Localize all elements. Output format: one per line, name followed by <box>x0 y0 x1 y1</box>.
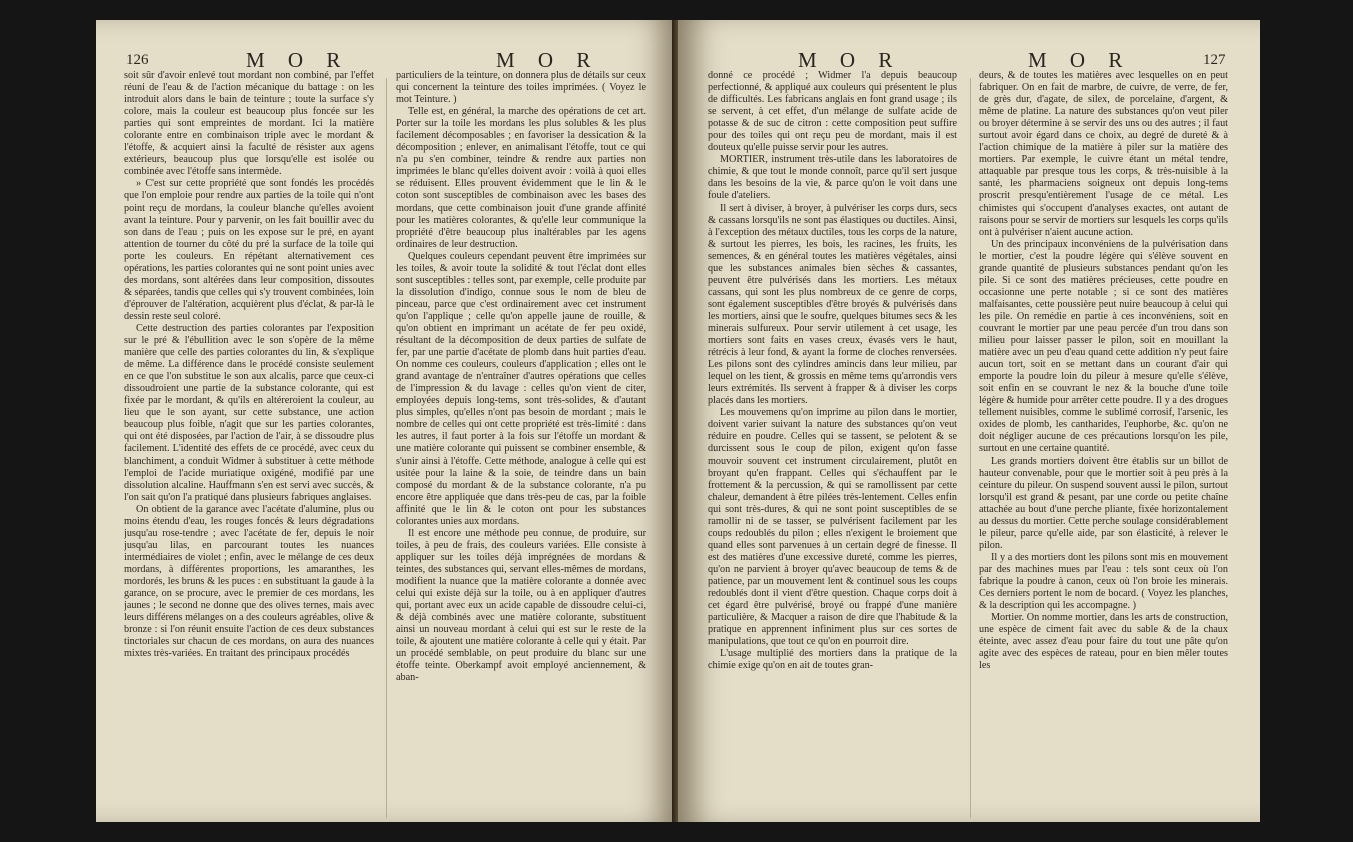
text-column <box>396 70 646 822</box>
paragraph: particuliers de la teinture, on donnera plus de détails sur ceux qui concernent la teinture des toiles imprimées. ( Voyez le mot Teinture. ) <box>396 70 646 106</box>
paragraph: Les mouvemens qu'on imprime au pilon dans le mortier, doivent varier suivant la nature des substances qu'on veut réduire en poudre. Celles qui se tassent, se pelotent & se durcissent sous le coup de pilon, exigent qu'on fasse mouvoir souvent cet instrument circulairement, plutôt en broyant qu'en frappant. Celles qui s'échauffent par le frottement & la percussion, & qui se ramollissent par cette chaleur, demandent à être pilées très-lentement. Celles enfin qui sont très-dures, & qui ne sont point susceptibles de se ramollir ni de se tasser, se pulvérisent facilement par les coups redoublés du pilon ; elles n'exigent le broiement que quand elles sont parvenues à un certain degré de finesse. Il est des matières d'une excessive dureté, comme les pierres, qu'on ne parvient à broyer qu'avec beaucoup de tems & de patience, par un mouvement lent & continuel sous les coups redoublés dont il vient d'être question. Chaque corps doit à cet égard être pulvérisé, broyé ou frappé d'une manière particulière, & Macquer a raison de dire que l'habitude & la pratique en apprennent infiniment plus sur ces sortes de manipulations, que tout ce qu'on en pourroit dire. <box>708 407 957 648</box>
paragraph: MORTIER, instrument très-utile dans les laboratoires de chimie, & que tout le monde connoît, parce qu'il sert jusque dans les besoins de la vie, & parce qu'on le voit dans une foule d'ateliers. <box>708 154 957 202</box>
paragraph: Telle est, en général, la marche des opérations de cet art. Porter sur la toile les mordans les plus solubles & les plus facilement décomposables ; en favoriser la dessication & la décomposition ; enlever, en animalisant l'étoffe, tout ce qui n'a pu s'en combiner, teindre & rendre aux parties non imprimées le blanc qu'elles doivent avoir : voilà à quoi elles se réduisent. Elles prouvent évidemment que le lin & le coton sont susceptibles de combinaison avec les bases des mordans, que cette combinaison jouit d'une grande affinité pour les matières colorantes, & qu'elle leur communique la propriété d'être beaucoup plus inaltérables par les agens ordinaires de leur destruction. <box>396 106 646 250</box>
text-column <box>979 70 1228 822</box>
text-columns <box>708 70 1228 822</box>
right-page <box>678 20 1260 822</box>
column-rule <box>386 78 387 818</box>
paragraph: Il y a des mortiers dont les pilons sont mis en mouvement par des machines mues par l'eau : tels sont ceux où l'on fabrique la poudre à canon, ceux où l'on broie les minerais. Ces derniers portent le nom de bocard. ( Voyez les planches, & la description qui les accompagne. ) <box>979 551 1228 612</box>
paragraph: Cette destruction des parties colorantes par l'exposition sur le pré & l'ébullition avec le son s'opère de la même manière que celle des parties colorantes du lin, & s'explique de même. La différence dans le procédé consiste seulement en ce que l'on substitue le son aux alcalis, parce que ceux-ci dissoudroient une partie de la substance colorante, qui est fixée par le mordant, & qu'ils en altéreroient la couleur, au lieu que le son ayant, sur cette substance, une action beaucoup plus foible, n'agit que sur les parties colorantes, qui ont été disposées, par l'action de l'air, à se dissoudre plus facilement. L'identité des effets de ce procédé, avec ceux du blanchiment, a conduit Widmer à substituer à cette méthode l'emploi de l'acide muriatique oxigéné, modifié par une dissolution alcaline. Hauffmann s'en est servi avec succès, & l'on sait qu'on l'a pratiqué dans plusieurs fabriques anglaises. <box>124 322 374 503</box>
running-head: M O R <box>1028 48 1132 72</box>
right-page-header <box>678 46 1260 74</box>
column-rule <box>970 78 971 818</box>
paragraph: Les grands mortiers doivent être établis sur un billot de hauteur convenable, pour que le mortier soit à peu près à la ceinture du pileur. On suspend souvent aussi le pilon, surtout lorsqu'il est grand & pesant, par une corde ou petite chaîne attachée au bout d'une perche pliante, fixée horizontalement au dessus du mortier. Cette perche soulage considérablement le pileur, parce qu'elle aide, par son élasticité, à relever le pilon. <box>979 455 1228 551</box>
page-number: 127 <box>1203 52 1226 68</box>
paragraph: Un des principaux inconvéniens de la pulvérisation dans le mortier, c'est la poudre légère qui s'élève souvent en grande quantité de plusieurs substances pendant qu'on les pile. Si ce sont des matières précieuses, cette poudre en occasionne une perte notable ; si ce sont des matières malfaisantes, cette poussière peut nuire beaucoup à celui qui les pile. On remédie en partie à ces inconvéniens, soit en couvrant le mortier par une peau percée d'un trou dans son milieu pour laisser passer le pilon, soit en mouillant la matière avec un peu d'eau quand cette addition n'y peut faire aucun tort, soit en se mettant dans un courant d'air qui emporte la poudre loin du pileur à mesure qu'elle s'élève, soit enfin en se couvrant le nez & la bouche d'une toile légère & humide pour arrêter cette poudre. Il y a des drogues tellement nuisibles, comme le sublimé corrosif, l'arsenic, les oxides de plomb, les cantharides, l'euphorbe, &c. qu'on ne doit négliger aucune de ces précautions lorsqu'on les pile, surtout en une certaine quantité. <box>979 238 1228 455</box>
paragraph: Il sert à diviser, à broyer, à pulvériser les corps durs, secs & cassans lorsqu'ils ne sont pas élastiques ou ductiles. Ainsi, à l'exception des métaux ductiles, tous les corps de la nature, & surtout les pierres, les bois, les racines, les fruits, les semences, & en général toutes les matières végétales, ainsi que les substances animales bien sèches & cassantes, peuvent être pulvérisés dans les mortiers. Les métaux cassans, qui sont les plus nombreux de ce genre de corps, sont également susceptibles d'être broyés & pulvérisés dans les mortiers, ainsi que le soufre, quelques bitumes secs & les minerais sulfureux. Pour servir utilement à cet usage, les mortiers sont faits en vases creux, évasés vers le haut, rétrécis à leur fond, & ayant la forme de cloches renversées. Les pilons sont des cylindres amincis dans leur milieu, par lequel on les tient, & grossis en même tems qu'arrondis vers leurs extrémités. Ils servent à frapper & à diviser les corps placés dans les mortiers. <box>708 202 957 407</box>
paragraph: L'usage multiplié des mortiers dans la pratique de la chimie exige qu'on en ait de toutes gran- <box>708 648 957 672</box>
paragraph: Quelques couleurs cependant peuvent être imprimées sur les toiles, & avoir toute la solidité & tout l'éclat dont elles sont susceptibles : telles sont, par exemple, celle produite par la dissolution d'indigo, connue sous le nom de bleu de pinceau, parce que c'est ordinairement avec cet instrument qu'on l'applique ; celle qu'on appelle jaune de rouille, & qu'on obtient en imprimant un acétate de fer peu oxidé, résultant de la décomposition de deux parties de sulfate de fer, par une partie d'acétate de plomb dans huit parties d'eau. On nomme ces couleurs, couleurs d'application ; elles ont le grand avantage de n'entraîner d'autres opérations que celles de l'impression & du lavage : celles qu'on vient de citer, employées depuis long-tems, sont très-solides, & d'autant plus simples, qu'elles n'ont pas besoin de mordant ; mais le nombre de celles qui ont cette propriété est très-limité : dans les autres, il faut porter à la fois sur l'étoffe un mordant & une matière colorante qui puissent se combiner ensemble, & s'unir ainsi à l'étoffe. Cette méthode, analogue à celle qui est usitée pour la laine & la soie, de teindre dans un bain composé du mordant & de la substance colorante, n'a pu encore être appliquée que dans très-peu de cas, par la foible affinité que le lin & le coton ont pour les substances colorantes unies aux mordans. <box>396 250 646 527</box>
paragraph: donné ce procédé ; Widmer l'a depuis beaucoup perfectionné, & appliqué aux couleurs qui présentent le plus de difficultés. Les fabricans anglais en font grand usage ; ils se servent, à cet effet, d'un mélange de sulfate acide de potasse & de suc de citron : cette composition peut suffire pour des toiles qui ont reçu peu de mordant, mais il est douteux qu'elle puisse servir pour les autres. <box>708 70 957 154</box>
paragraph: soit sûr d'avoir enlevé tout mordant non combiné, par l'effet réuni de l'eau & de l'action mécanique du battage : on les introduit alors dans le bain de teinture ; toute la surface s'y colore, mais la couleur est beaucoup plus foncée sur les parties qui sont empreintes de mordant. Ici la matière colorante entre en combinaison triple avec le mordant & l'étoffe, & acquiert ainsi la faculté de résister aux agens extérieurs, beaucoup plus que lorsqu'elle est isolée ou combinée avec l'étoffe sans intermède. <box>124 70 374 178</box>
text-column <box>124 70 374 822</box>
paragraph: » C'est sur cette propriété que sont fondés les procédés que l'on emploie pour rendre aux parties de la toile qui n'ont point reçu de mordans, la couleur blanche qu'elles avoient avant la teinture. Pour y parvenir, on les fait bouillir avec du son dans de l'eau ; puis on les expose sur le pré, en ayant attention de tourner du côté du pré la surface de la toile qui porte les couleurs. En répétant alternativement ces opérations, les parties colorantes qui ne sont point unies avec des mordans, sont altérées dans leur composition, dissoutes & séparées, tandis que celles qui s'y trouvent combinées, loin d'éprouver de l'altération, acquièrent plus d'éclat, & par-là le dessin reste seul coloré. <box>124 178 374 322</box>
text-columns <box>124 70 646 822</box>
paragraph: deurs, & de toutes les matières avec lesquelles on en peut fabriquer. On en fait de marbre, de cuivre, de verre, de fer, de grès dur, d'agate, de silex, de porcelaine, d'argent, & même de platine. La nature des substances qu'on veut piler ou broyer détermine à se servir des uns ou des autres ; il faut surtout avoir égard dans ce choix, au degré de dureté & à l'action chimique de la matière à piler sur la matière des mortiers. Par exemple, le cuivre étant un métal tendre, attaquable par presque tous les corps, & très-nuisible à la santé, les pharmaciens soigneux ont depuis long-tems proscrit presqu'entièrement l'usage de ce métal. Les chimistes qui s'occupent d'analyses exactes, ont autant de raisons pour se servir de mortiers sur lesquels les corps qu'ils ont à pulvériser n'aient aucune action. <box>979 70 1228 238</box>
paragraph: Mortier. On nomme mortier, dans les arts de construction, une espèce de ciment fait avec du sable & de la chaux éteinte, avec assez d'eau pour faire du tout une pâte qu'on agite avec des espèces de rateau, pour en bien mêler toutes les <box>979 612 1228 672</box>
paragraph: On obtient de la garance avec l'acétate d'alumine, plus ou moins étendu d'eau, les rouges foncés & leurs dégradations jusqu'au rose-tendre ; avec l'acétate de fer, depuis le noir jusqu'au lilas, en parcourant toutes les nuances intermédiaires de violet ; enfin, avec le mélange de ces deux mordans, à différentes proportions, les amaranthes, les mordorés, les bruns & les puces : en substituant la gaude à la garance, on se procure, avec le premier de ces mordans, les jaunes ; le second ne donne que des olives ternes, mais avec leurs différens mélanges on a des couleurs agréables, olive & bronze : si l'on réunit ensuite l'action de ces deux substances tinctoriales sur chacun de ces mordans, on aura des nuances mixtes très-variées. En traitant des principaux procédés <box>124 503 374 660</box>
running-head: M O R <box>798 48 902 72</box>
running-head: M O R <box>246 48 350 72</box>
left-page-header <box>96 46 678 74</box>
page-number: 126 <box>126 52 149 68</box>
paragraph: Il est encore une méthode peu connue, de produire, sur toiles, à peu de frais, des couleurs variées. Elle consiste à appliquer sur les toiles déjà imprégnées de mordans & teintes, des substances qui, servant elles-mêmes de mordans, modifient la nuance que la matière colorante a donnée avec celui qui existe déjà sur la toile, ou à en appliquer d'autres qui, portant avec eux un acide capable de dissoudre celui-ci, & déjà combinés avec une matière colorante, substituent ainsi un nouveau mordant à celui qui est sur le reste de la toile, & ajoutent une matière colorante à celle qui y était. Par un procédé semblable, on peut produire du blanc sur une étoffe teinte. Oberkampf avoit employé anciennement, & aban- <box>396 527 646 684</box>
left-page <box>96 20 678 822</box>
text-column <box>708 70 957 822</box>
scan-background <box>0 20 96 822</box>
running-head: M O R <box>496 48 600 72</box>
